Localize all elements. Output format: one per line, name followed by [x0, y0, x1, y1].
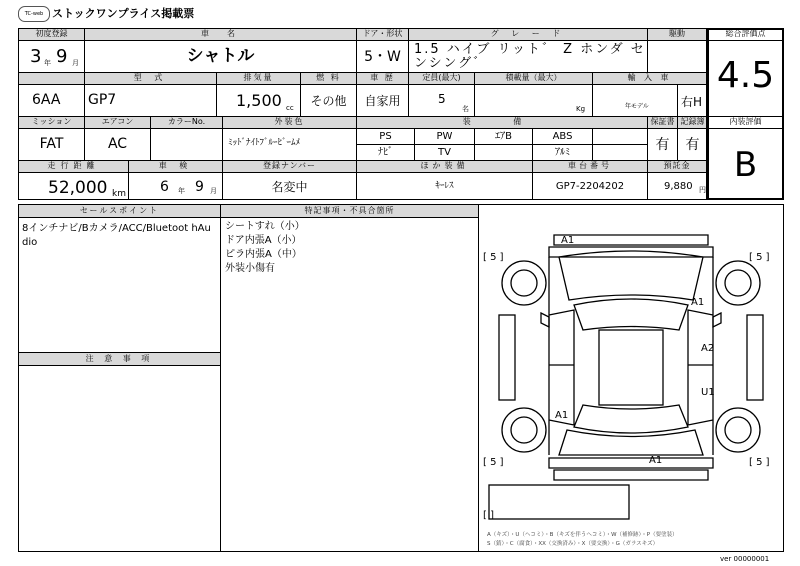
damage-mark: A1	[555, 410, 569, 421]
car-name-value: シャトル	[186, 46, 255, 66]
header-chassis-no: 車台番号	[568, 161, 612, 170]
remark-item: 外装小傷有	[225, 263, 275, 274]
header-car-name: 車 名	[201, 29, 240, 38]
inspection-year-unit: 年	[178, 187, 185, 195]
header-displacement: 排気量	[243, 73, 274, 82]
header-fuel: 燃 料	[316, 73, 341, 82]
header-sales-point: セールスポイント	[79, 206, 160, 215]
header-grade: グ レ ー ド	[490, 29, 566, 38]
header-interior-score: 内装評価	[729, 117, 762, 126]
inspection-year: 6	[160, 179, 169, 195]
logo-text: TC-web	[24, 11, 44, 17]
reg-plate-value: 名変中	[271, 180, 308, 194]
equip-airbag: ｴｱB	[495, 131, 512, 142]
equip-abs: ABS	[552, 131, 573, 142]
header-equipment: 装 備	[462, 117, 542, 126]
header-mileage: 走行距離	[47, 161, 100, 170]
header-other-equipment: ほか装備	[420, 161, 469, 170]
capacity-value: 5	[438, 92, 446, 106]
header-records: 記録簿	[680, 117, 705, 126]
deposit-unit: 円	[699, 186, 706, 194]
header-reg-plate: 登録ナンバー	[262, 161, 317, 170]
page-title: ストックワンプライス掲載票	[52, 7, 195, 20]
diagram-bracket-label: [ 5 ]	[749, 252, 770, 263]
import-model: 年モデル	[625, 103, 649, 110]
reg-year-unit: 年	[44, 59, 51, 67]
header-mission: ミッション	[31, 117, 72, 126]
header-warranty: 保証書	[650, 117, 675, 126]
header-deposit: 預託金	[663, 161, 691, 170]
overall-score: 4.5	[716, 55, 775, 96]
equip-alloy: ｱﾙﾐ	[555, 147, 570, 158]
header-capacity: 定員(最大)	[422, 73, 461, 82]
model-value: GP7	[88, 92, 117, 108]
aircon-value: AC	[107, 136, 128, 152]
chassis-no-value: GP7-2204202	[555, 181, 625, 192]
equip-tv: TV	[438, 147, 451, 158]
reg-month: 9	[56, 46, 68, 67]
damage-mark: A1	[691, 297, 705, 308]
fuel-value: その他	[310, 94, 347, 108]
records-value: 有	[685, 137, 700, 153]
damage-mark: A1	[561, 235, 575, 246]
header-remarks: 特記事項・不具合箇所	[304, 206, 395, 215]
equip-ps: PS	[379, 131, 392, 142]
header-model: 型 式	[133, 73, 168, 82]
header-notes: 注 意 事 項	[85, 354, 154, 363]
steering-value: 右H	[681, 95, 703, 109]
exterior-color-value: ﾐｯﾄﾞﾅｲﾄﾌﾞﾙｰﾋﾞｰﾑﾒ	[228, 138, 301, 148]
remark-item: ピラ内張A（中）	[225, 249, 302, 260]
door-type-value: 5・W	[364, 49, 401, 65]
header-door-type: ドア・形状	[362, 29, 403, 38]
damage-mark: U1	[701, 387, 715, 398]
header-history: 車 歴	[370, 73, 395, 82]
reg-month-unit: 月	[72, 59, 79, 67]
header-load: 積載量（最大）	[505, 73, 562, 82]
header-drive: 駆動	[669, 29, 685, 38]
header-import: 輸 入 車	[627, 73, 672, 82]
remark-item: ドア内張A（小）	[225, 235, 302, 246]
legend-line: S（錆）・C（腐食）・XX（交換済み）・X（要交換）・G（ガラスキズ）	[487, 541, 659, 547]
mission-value: FAT	[39, 136, 64, 152]
inspection-month: 9	[195, 179, 204, 195]
diagram-bracket-label: [ ]	[483, 510, 494, 521]
reg-year: 3	[30, 46, 42, 67]
inspection-month-unit: 月	[210, 187, 217, 195]
other-equipment-value: ｷｰﾚｽ	[435, 181, 454, 191]
car-damage-diagram	[479, 205, 783, 551]
header-inspection: 車 検	[158, 161, 193, 170]
displacement-value: 1,500	[236, 91, 282, 110]
remark-item: シートすれ（小）	[225, 221, 305, 232]
equip-pw: PW	[436, 131, 453, 142]
sales-point-text: 8インチナビ/Bカメラ/ACC/Bluetoot hAudio	[22, 223, 211, 248]
warranty-value: 有	[655, 137, 670, 153]
damage-mark: A2	[701, 343, 715, 354]
header-exterior-color: 外装色	[274, 117, 305, 126]
grade-line1: 1.5 ハイブ リット゛ Z ホンダ セ	[414, 42, 646, 57]
header-aircon: エアコン	[101, 117, 134, 126]
logo	[18, 6, 50, 22]
capacity-unit: 名	[462, 105, 469, 113]
history-value: 自家用	[364, 94, 401, 108]
header-color-no: カラーNo.	[167, 117, 206, 126]
header-first-reg: 初度登録	[35, 29, 68, 38]
displacement-unit: cc	[286, 104, 294, 112]
interior-score: B	[733, 145, 758, 185]
diagram-bracket-label: [ 5 ]	[749, 457, 770, 468]
legend-line: A（キズ）・U（ヘコミ）・B（キズを伴うヘコミ）・W（補修跡）・P（要塗装）	[487, 532, 678, 538]
diagram-bracket-label: [ 5 ]	[483, 457, 504, 468]
model-prefix: 6AA	[32, 92, 61, 108]
version-label: ver 00000001	[720, 555, 770, 563]
mileage-unit: km	[112, 189, 126, 199]
load-unit: Kg	[576, 105, 586, 113]
equip-navi: ﾅﾋﾞ	[378, 147, 393, 158]
mileage-value: 52,000	[48, 178, 108, 198]
grade-line2: ンシング゛	[414, 56, 489, 71]
deposit-value: 9,880	[664, 181, 693, 192]
header-overall: 総合評価点	[725, 29, 766, 38]
diagram-bracket-label: [ 5 ]	[483, 252, 504, 263]
damage-mark: A1	[649, 455, 663, 466]
